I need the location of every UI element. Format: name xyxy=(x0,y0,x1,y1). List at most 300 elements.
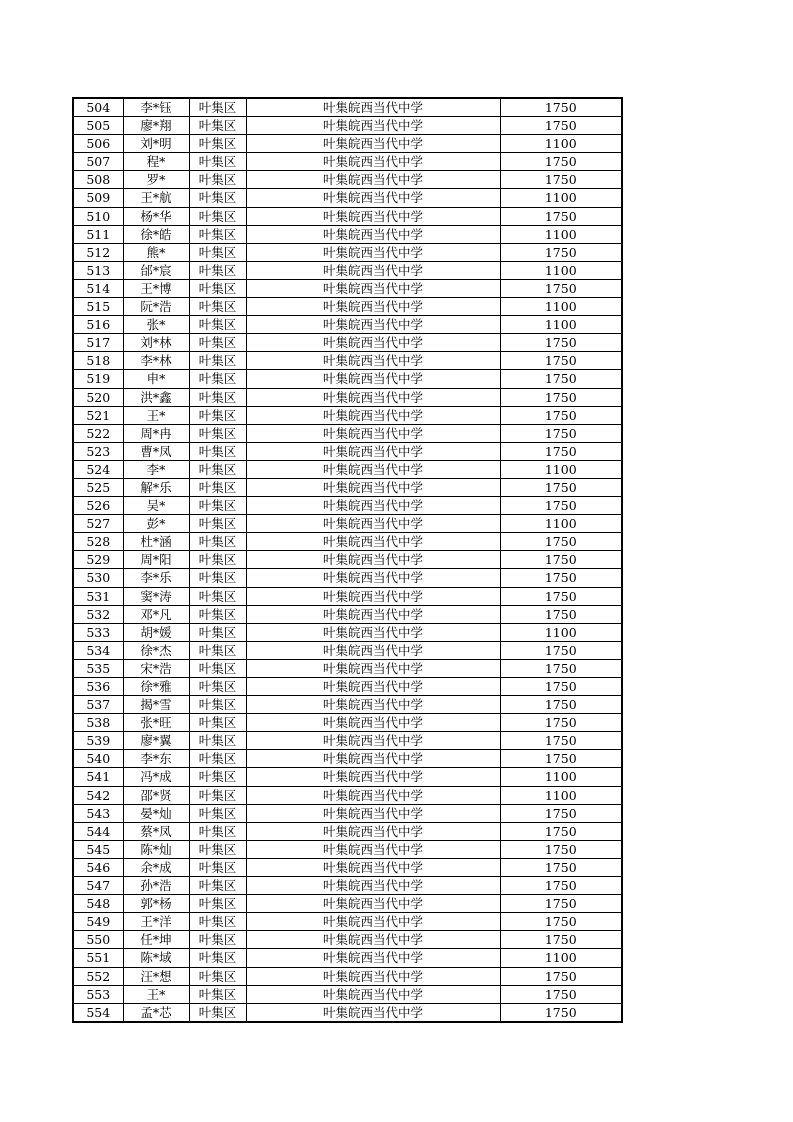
table-row xyxy=(73,750,622,768)
district-cell: 叶集区 xyxy=(189,261,246,279)
table-row xyxy=(73,243,622,261)
name-cell: 周*阳 xyxy=(123,551,189,569)
row-number-cell: 523 xyxy=(73,442,123,460)
amount-cell: 1750 xyxy=(500,279,622,297)
amount-cell: 1750 xyxy=(500,569,622,587)
district-cell: 叶集区 xyxy=(189,225,246,243)
name-cell: 邵*贤 xyxy=(123,786,189,804)
school-cell: 叶集皖西当代中学 xyxy=(246,551,500,569)
row-number-cell: 533 xyxy=(73,623,123,641)
table-row xyxy=(73,605,622,623)
district-cell: 叶集区 xyxy=(189,460,246,478)
amount-cell: 1750 xyxy=(500,696,622,714)
table-row xyxy=(73,316,622,334)
school-cell: 叶集皖西当代中学 xyxy=(246,225,500,243)
school-cell: 叶集皖西当代中学 xyxy=(246,587,500,605)
district-cell: 叶集区 xyxy=(189,117,246,135)
district-cell: 叶集区 xyxy=(189,967,246,985)
amount-cell: 1750 xyxy=(500,822,622,840)
row-number-cell: 513 xyxy=(73,261,123,279)
school-cell: 叶集皖西当代中学 xyxy=(246,442,500,460)
school-cell: 叶集皖西当代中学 xyxy=(246,949,500,967)
amount-cell: 1100 xyxy=(500,298,622,316)
school-cell: 叶集皖西当代中学 xyxy=(246,370,500,388)
row-number-cell: 520 xyxy=(73,388,123,406)
table-row xyxy=(73,804,622,822)
school-cell: 叶集皖西当代中学 xyxy=(246,786,500,804)
school-cell: 叶集皖西当代中学 xyxy=(246,352,500,370)
school-cell: 叶集皖西当代中学 xyxy=(246,858,500,876)
name-cell: 宋*浩 xyxy=(123,659,189,677)
amount-cell: 1750 xyxy=(500,117,622,135)
name-cell: 邓*凡 xyxy=(123,605,189,623)
district-cell: 叶集区 xyxy=(189,497,246,515)
school-cell: 叶集皖西当代中学 xyxy=(246,822,500,840)
school-cell: 叶集皖西当代中学 xyxy=(246,279,500,297)
table-row xyxy=(73,207,622,225)
amount-cell: 1750 xyxy=(500,424,622,442)
district-cell: 叶集区 xyxy=(189,243,246,261)
name-cell: 李*乐 xyxy=(123,569,189,587)
amount-cell: 1750 xyxy=(500,659,622,677)
district-cell: 叶集区 xyxy=(189,478,246,496)
district-cell: 叶集区 xyxy=(189,171,246,189)
row-number-cell: 547 xyxy=(73,877,123,895)
name-cell: 刘*林 xyxy=(123,334,189,352)
district-cell: 叶集区 xyxy=(189,153,246,171)
name-cell: 蔡*凤 xyxy=(123,822,189,840)
row-number-cell: 551 xyxy=(73,949,123,967)
row-number-cell: 529 xyxy=(73,551,123,569)
name-cell: 任*坤 xyxy=(123,931,189,949)
name-cell: 陈*灿 xyxy=(123,840,189,858)
row-number-cell: 539 xyxy=(73,732,123,750)
table-row xyxy=(73,352,622,370)
district-cell: 叶集区 xyxy=(189,569,246,587)
row-number-cell: 524 xyxy=(73,460,123,478)
row-number-cell: 506 xyxy=(73,135,123,153)
amount-cell: 1750 xyxy=(500,858,622,876)
row-number-cell: 541 xyxy=(73,768,123,786)
name-cell: 王* xyxy=(123,406,189,424)
row-number-cell: 510 xyxy=(73,207,123,225)
district-cell: 叶集区 xyxy=(189,623,246,641)
row-number-cell: 535 xyxy=(73,659,123,677)
district-cell: 叶集区 xyxy=(189,207,246,225)
school-cell: 叶集皖西当代中学 xyxy=(246,696,500,714)
row-number-cell: 548 xyxy=(73,895,123,913)
name-cell: 王*洋 xyxy=(123,913,189,931)
table-row xyxy=(73,117,622,135)
table-row xyxy=(73,189,622,207)
district-cell: 叶集区 xyxy=(189,786,246,804)
name-cell: 程* xyxy=(123,153,189,171)
row-number-cell: 545 xyxy=(73,840,123,858)
school-cell: 叶集皖西当代中学 xyxy=(246,714,500,732)
table-row xyxy=(73,98,622,117)
row-number-cell: 552 xyxy=(73,967,123,985)
school-cell: 叶集皖西当代中学 xyxy=(246,117,500,135)
district-cell: 叶集区 xyxy=(189,587,246,605)
row-number-cell: 516 xyxy=(73,316,123,334)
table-row xyxy=(73,768,622,786)
amount-cell: 1100 xyxy=(500,786,622,804)
table-row xyxy=(73,623,622,641)
table-row xyxy=(73,225,622,243)
row-number-cell: 544 xyxy=(73,822,123,840)
table-row xyxy=(73,334,622,352)
school-cell: 叶集皖西当代中学 xyxy=(246,298,500,316)
amount-cell: 1750 xyxy=(500,732,622,750)
row-number-cell: 515 xyxy=(73,298,123,316)
amount-cell: 1750 xyxy=(500,895,622,913)
amount-cell: 1100 xyxy=(500,189,622,207)
district-cell: 叶集区 xyxy=(189,895,246,913)
school-cell: 叶集皖西当代中学 xyxy=(246,153,500,171)
name-cell: 王*博 xyxy=(123,279,189,297)
table-row xyxy=(73,370,622,388)
district-cell: 叶集区 xyxy=(189,913,246,931)
school-cell: 叶集皖西当代中学 xyxy=(246,497,500,515)
district-cell: 叶集区 xyxy=(189,533,246,551)
row-number-cell: 542 xyxy=(73,786,123,804)
district-cell: 叶集区 xyxy=(189,985,246,1003)
row-number-cell: 554 xyxy=(73,1003,123,1022)
row-number-cell: 522 xyxy=(73,424,123,442)
name-cell: 李*东 xyxy=(123,750,189,768)
school-cell: 叶集皖西当代中学 xyxy=(246,98,500,117)
school-cell: 叶集皖西当代中学 xyxy=(246,913,500,931)
table-row xyxy=(73,931,622,949)
name-cell: 冯*成 xyxy=(123,768,189,786)
name-cell: 杜*涵 xyxy=(123,533,189,551)
district-cell: 叶集区 xyxy=(189,98,246,117)
district-cell: 叶集区 xyxy=(189,279,246,297)
district-cell: 叶集区 xyxy=(189,442,246,460)
table-row xyxy=(73,732,622,750)
school-cell: 叶集皖西当代中学 xyxy=(246,967,500,985)
name-cell: 陈*域 xyxy=(123,949,189,967)
name-cell: 廖*翼 xyxy=(123,732,189,750)
school-cell: 叶集皖西当代中学 xyxy=(246,515,500,533)
district-cell: 叶集区 xyxy=(189,370,246,388)
amount-cell: 1750 xyxy=(500,804,622,822)
district-cell: 叶集区 xyxy=(189,641,246,659)
name-cell: 洪*鑫 xyxy=(123,388,189,406)
name-cell: 王*航 xyxy=(123,189,189,207)
table-row xyxy=(73,696,622,714)
district-cell: 叶集区 xyxy=(189,406,246,424)
school-cell: 叶集皖西当代中学 xyxy=(246,189,500,207)
amount-cell: 1750 xyxy=(500,877,622,895)
row-number-cell: 514 xyxy=(73,279,123,297)
table-row xyxy=(73,261,622,279)
amount-cell: 1750 xyxy=(500,352,622,370)
district-cell: 叶集区 xyxy=(189,732,246,750)
school-cell: 叶集皖西当代中学 xyxy=(246,478,500,496)
amount-cell: 1750 xyxy=(500,478,622,496)
name-cell: 徐*皓 xyxy=(123,225,189,243)
amount-cell: 1750 xyxy=(500,678,622,696)
row-number-cell: 550 xyxy=(73,931,123,949)
name-cell: 孟*芯 xyxy=(123,1003,189,1022)
district-cell: 叶集区 xyxy=(189,424,246,442)
district-cell: 叶集区 xyxy=(189,840,246,858)
table-row xyxy=(73,895,622,913)
table-row xyxy=(73,551,622,569)
name-cell: 吴* xyxy=(123,497,189,515)
table-row xyxy=(73,569,622,587)
table-row xyxy=(73,678,622,696)
district-cell: 叶集区 xyxy=(189,352,246,370)
school-cell: 叶集皖西当代中学 xyxy=(246,895,500,913)
district-cell: 叶集区 xyxy=(189,949,246,967)
school-cell: 叶集皖西当代中学 xyxy=(246,750,500,768)
table-row xyxy=(73,279,622,297)
school-cell: 叶集皖西当代中学 xyxy=(246,840,500,858)
amount-cell: 1750 xyxy=(500,406,622,424)
district-cell: 叶集区 xyxy=(189,135,246,153)
district-cell: 叶集区 xyxy=(189,768,246,786)
table-row xyxy=(73,786,622,804)
row-number-cell: 538 xyxy=(73,714,123,732)
name-cell: 徐*雅 xyxy=(123,678,189,696)
amount-cell: 1100 xyxy=(500,225,622,243)
school-cell: 叶集皖西当代中学 xyxy=(246,533,500,551)
amount-cell: 1750 xyxy=(500,840,622,858)
amount-cell: 1750 xyxy=(500,605,622,623)
row-number-cell: 537 xyxy=(73,696,123,714)
table-row xyxy=(73,497,622,515)
row-number-cell: 532 xyxy=(73,605,123,623)
table-row xyxy=(73,533,622,551)
row-number-cell: 504 xyxy=(73,98,123,117)
school-cell: 叶集皖西当代中学 xyxy=(246,135,500,153)
row-number-cell: 512 xyxy=(73,243,123,261)
school-cell: 叶集皖西当代中学 xyxy=(246,171,500,189)
amount-cell: 1750 xyxy=(500,243,622,261)
name-cell: 李* xyxy=(123,460,189,478)
school-cell: 叶集皖西当代中学 xyxy=(246,261,500,279)
school-cell: 叶集皖西当代中学 xyxy=(246,334,500,352)
amount-cell: 1100 xyxy=(500,261,622,279)
amount-cell: 1750 xyxy=(500,551,622,569)
name-cell: 张*旺 xyxy=(123,714,189,732)
name-cell: 杨*华 xyxy=(123,207,189,225)
name-cell: 阮*浩 xyxy=(123,298,189,316)
school-cell: 叶集皖西当代中学 xyxy=(246,424,500,442)
amount-cell: 1750 xyxy=(500,1003,622,1022)
amount-cell: 1750 xyxy=(500,207,622,225)
amount-cell: 1100 xyxy=(500,316,622,334)
table-row xyxy=(73,478,622,496)
name-cell: 郭*杨 xyxy=(123,895,189,913)
name-cell: 徐*杰 xyxy=(123,641,189,659)
amount-cell: 1100 xyxy=(500,135,622,153)
table-row xyxy=(73,659,622,677)
district-cell: 叶集区 xyxy=(189,316,246,334)
table-row xyxy=(73,424,622,442)
name-cell: 彭* xyxy=(123,515,189,533)
amount-cell: 1750 xyxy=(500,370,622,388)
amount-cell: 1750 xyxy=(500,388,622,406)
school-cell: 叶集皖西当代中学 xyxy=(246,641,500,659)
amount-cell: 1100 xyxy=(500,460,622,478)
name-cell: 李*林 xyxy=(123,352,189,370)
district-cell: 叶集区 xyxy=(189,334,246,352)
table-row xyxy=(73,840,622,858)
school-cell: 叶集皖西当代中学 xyxy=(246,460,500,478)
district-cell: 叶集区 xyxy=(189,1003,246,1022)
amount-cell: 1100 xyxy=(500,623,622,641)
row-number-cell: 530 xyxy=(73,569,123,587)
row-number-cell: 528 xyxy=(73,533,123,551)
district-cell: 叶集区 xyxy=(189,858,246,876)
table-row xyxy=(73,985,622,1003)
district-cell: 叶集区 xyxy=(189,551,246,569)
name-cell: 罗* xyxy=(123,171,189,189)
row-number-cell: 509 xyxy=(73,189,123,207)
district-cell: 叶集区 xyxy=(189,388,246,406)
amount-cell: 1750 xyxy=(500,931,622,949)
amount-cell: 1750 xyxy=(500,750,622,768)
name-cell: 晏*灿 xyxy=(123,804,189,822)
row-number-cell: 534 xyxy=(73,641,123,659)
district-cell: 叶集区 xyxy=(189,804,246,822)
amount-cell: 1750 xyxy=(500,985,622,1003)
amount-cell: 1750 xyxy=(500,967,622,985)
name-cell: 周*冉 xyxy=(123,424,189,442)
table-row xyxy=(73,877,622,895)
school-cell: 叶集皖西当代中学 xyxy=(246,605,500,623)
school-cell: 叶集皖西当代中学 xyxy=(246,1003,500,1022)
table-row xyxy=(73,587,622,605)
row-number-cell: 526 xyxy=(73,497,123,515)
name-cell: 王* xyxy=(123,985,189,1003)
name-cell: 张* xyxy=(123,316,189,334)
amount-cell: 1100 xyxy=(500,515,622,533)
school-cell: 叶集皖西当代中学 xyxy=(246,659,500,677)
school-cell: 叶集皖西当代中学 xyxy=(246,569,500,587)
table-row xyxy=(73,406,622,424)
district-cell: 叶集区 xyxy=(189,750,246,768)
name-cell: 邰*宸 xyxy=(123,261,189,279)
amount-cell: 1750 xyxy=(500,98,622,117)
district-cell: 叶集区 xyxy=(189,605,246,623)
row-number-cell: 536 xyxy=(73,678,123,696)
amount-cell: 1750 xyxy=(500,533,622,551)
name-cell: 孙*浩 xyxy=(123,877,189,895)
name-cell: 胡*媛 xyxy=(123,623,189,641)
table-row xyxy=(73,714,622,732)
row-number-cell: 519 xyxy=(73,370,123,388)
table-row xyxy=(73,298,622,316)
row-number-cell: 549 xyxy=(73,913,123,931)
school-cell: 叶集皖西当代中学 xyxy=(246,316,500,334)
table-row xyxy=(73,641,622,659)
row-number-cell: 505 xyxy=(73,117,123,135)
amount-cell: 1750 xyxy=(500,442,622,460)
name-cell: 李*钰 xyxy=(123,98,189,117)
row-number-cell: 525 xyxy=(73,478,123,496)
school-cell: 叶集皖西当代中学 xyxy=(246,985,500,1003)
amount-cell: 1750 xyxy=(500,334,622,352)
table-row xyxy=(73,442,622,460)
row-number-cell: 540 xyxy=(73,750,123,768)
row-number-cell: 553 xyxy=(73,985,123,1003)
row-number-cell: 531 xyxy=(73,587,123,605)
table-row xyxy=(73,388,622,406)
row-number-cell: 546 xyxy=(73,858,123,876)
table-row xyxy=(73,858,622,876)
row-number-cell: 543 xyxy=(73,804,123,822)
name-cell: 廖*翔 xyxy=(123,117,189,135)
school-cell: 叶集皖西当代中学 xyxy=(246,678,500,696)
table-row xyxy=(73,949,622,967)
amount-cell: 1750 xyxy=(500,587,622,605)
row-number-cell: 517 xyxy=(73,334,123,352)
name-cell: 刘*明 xyxy=(123,135,189,153)
name-cell: 解*乐 xyxy=(123,478,189,496)
district-cell: 叶集区 xyxy=(189,696,246,714)
district-cell: 叶集区 xyxy=(189,298,246,316)
school-cell: 叶集皖西当代中学 xyxy=(246,388,500,406)
district-cell: 叶集区 xyxy=(189,931,246,949)
table-row xyxy=(73,135,622,153)
school-cell: 叶集皖西当代中学 xyxy=(246,804,500,822)
table-row xyxy=(73,171,622,189)
table-row xyxy=(73,1003,622,1022)
name-cell: 熊* xyxy=(123,243,189,261)
district-cell: 叶集区 xyxy=(189,877,246,895)
school-cell: 叶集皖西当代中学 xyxy=(246,732,500,750)
table-row xyxy=(73,153,622,171)
amount-cell: 1750 xyxy=(500,641,622,659)
school-cell: 叶集皖西当代中学 xyxy=(246,931,500,949)
amount-cell: 1750 xyxy=(500,714,622,732)
amount-cell: 1100 xyxy=(500,949,622,967)
amount-cell: 1750 xyxy=(500,153,622,171)
school-cell: 叶集皖西当代中学 xyxy=(246,243,500,261)
name-cell: 曹*凤 xyxy=(123,442,189,460)
name-cell: 申* xyxy=(123,370,189,388)
name-cell: 揭*雪 xyxy=(123,696,189,714)
table-body xyxy=(73,98,622,1022)
district-cell: 叶集区 xyxy=(189,678,246,696)
name-cell: 余*成 xyxy=(123,858,189,876)
amount-cell: 1750 xyxy=(500,171,622,189)
table-row xyxy=(73,515,622,533)
district-cell: 叶集区 xyxy=(189,659,246,677)
row-number-cell: 527 xyxy=(73,515,123,533)
row-number-cell: 507 xyxy=(73,153,123,171)
school-cell: 叶集皖西当代中学 xyxy=(246,623,500,641)
amount-cell: 1750 xyxy=(500,497,622,515)
school-cell: 叶集皖西当代中学 xyxy=(246,207,500,225)
table-row xyxy=(73,822,622,840)
amount-cell: 1100 xyxy=(500,768,622,786)
table-row xyxy=(73,913,622,931)
district-cell: 叶集区 xyxy=(189,515,246,533)
name-cell: 窦*涛 xyxy=(123,587,189,605)
school-cell: 叶集皖西当代中学 xyxy=(246,877,500,895)
table-row xyxy=(73,967,622,985)
district-cell: 叶集区 xyxy=(189,189,246,207)
school-cell: 叶集皖西当代中学 xyxy=(246,406,500,424)
row-number-cell: 521 xyxy=(73,406,123,424)
district-cell: 叶集区 xyxy=(189,714,246,732)
data-table xyxy=(72,97,623,1023)
